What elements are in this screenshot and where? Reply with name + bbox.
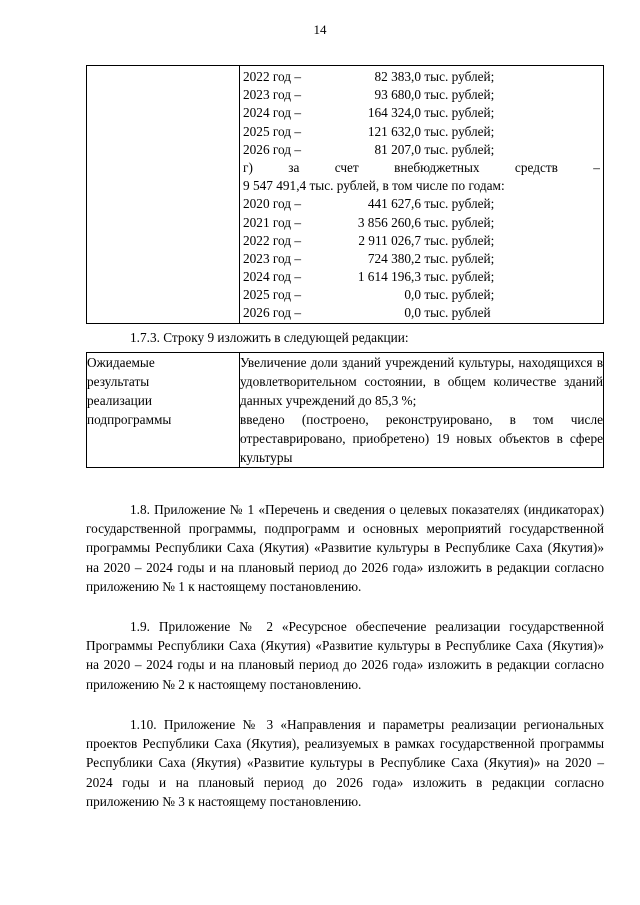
- funding-amount: 81 207,0: [374, 141, 421, 157]
- funding-line: [243, 86, 600, 104]
- funding-amount: 121 632,0: [367, 123, 421, 139]
- funding-unit: тыс. рублей;: [424, 287, 495, 303]
- extra-word: средств: [514, 159, 558, 175]
- funding-line: [243, 250, 600, 268]
- funding-year: 2026 год –: [243, 305, 302, 321]
- funding-line: [243, 268, 600, 286]
- funding-unit: тыс. рублей;: [424, 250, 495, 266]
- funding-unit: тыс. рублей: [424, 305, 491, 321]
- funding-amount: 2 911 026,7: [358, 232, 421, 248]
- funding-unit: тыс. рублей;: [424, 269, 495, 285]
- funding-amount: 0,0: [404, 287, 421, 303]
- results-label-line: реализации: [87, 393, 152, 408]
- funding-year: 2020 год –: [243, 196, 302, 212]
- results-label-line: результаты: [87, 374, 150, 389]
- funding-amount: 164 324,0: [367, 105, 421, 121]
- funding-year: 2022 год –: [243, 69, 302, 84]
- funding-amount: 0,0: [404, 305, 421, 321]
- extra-budget-heading: [243, 159, 600, 177]
- funding-line: [243, 214, 600, 232]
- funding-unit: тыс. рублей;: [424, 214, 495, 230]
- extra-word: счет: [334, 159, 359, 175]
- funding-line: [243, 304, 600, 322]
- funding-year: 2022 год –: [243, 232, 302, 248]
- results-text-1: Увеличение доли зданий учреждений культуры, находящихся в удовлетворительном состоянии, в общем количестве зданий данных учреждений до 85,3 %;: [240, 355, 603, 408]
- paragraph-1-10: 1.10. Приложение № 3 «Направления и параметры реализации региональных проектов Республики Саха (Якутия), реализуемых в рамках государственной программы Республики Саха (Якутия) «Развитие культуры в Республике Саха (Якутия)» на 2020 – 2024 годы и на плановый период до 2026 года» изложить в редакции согласно приложению № 3 к настоящему постановлению.: [86, 717, 604, 809]
- funding-line: [243, 141, 600, 159]
- funding-line: [243, 68, 600, 86]
- funding-unit: тыс. рублей;: [424, 232, 495, 248]
- results-label-cell: [87, 353, 240, 468]
- extra-word: внебюджетных: [394, 159, 480, 175]
- funding-line: [243, 104, 600, 122]
- extra-budget-total: 9 547 491,4 тыс. рублей, в том числе по годам:: [243, 178, 505, 194]
- funding-amount: 441 627,6: [367, 196, 421, 212]
- funding-unit: тыс. рублей;: [424, 105, 495, 121]
- extra-word: за: [288, 159, 300, 175]
- results-label-line: подпрограммы: [87, 412, 172, 427]
- funding-line: [243, 195, 600, 213]
- funding-unit: тыс. рублей;: [424, 87, 495, 103]
- funding-year: 2024 год –: [243, 105, 302, 121]
- results-text-cell: [240, 353, 604, 468]
- funding-table-right-cell: [240, 66, 604, 324]
- paragraph-1-9: 1.9. Приложение № 2 «Ресурсное обеспечение реализации государственной Программы Республики Саха (Якутия) «Развитие культуры в Республике Саха (Якутия)» на 2020 – 2024 годы и на плановый период до 2026 года» изложить в редакции согласно приложению № 2 к настоящему постановлению.: [86, 619, 604, 692]
- funding-amount: 1 614 196,3: [357, 269, 421, 285]
- funding-year: 2025 год –: [243, 123, 302, 139]
- funding-line: [243, 232, 600, 250]
- results-text-2: введено (построено, реконструировано, в том числе отреставрировано, приобретено) 19 новых объектов в сфере культуры: [240, 412, 603, 465]
- funding-amount: 82 383,0: [374, 69, 421, 84]
- funding-amount: 93 680,0: [374, 87, 421, 103]
- page-number: 14: [313, 22, 327, 37]
- funding-line: [243, 123, 600, 141]
- funding-amount: 724 380,2: [367, 250, 421, 266]
- funding-unit: тыс. рублей;: [424, 196, 495, 212]
- extra-word: г): [243, 159, 253, 175]
- funding-year: 2025 год –: [243, 287, 302, 303]
- funding-unit: тыс. рублей;: [424, 69, 495, 84]
- funding-table: [86, 65, 604, 324]
- funding-year: 2023 год –: [243, 87, 302, 103]
- funding-unit: тыс. рублей;: [424, 141, 495, 157]
- funding-year: 2026 год –: [243, 141, 302, 157]
- funding-unit: тыс. рублей;: [424, 123, 495, 139]
- section-1-7-3: 1.7.3. Строку 9 изложить в следующей редакции:: [130, 330, 409, 345]
- funding-table-left-cell: [87, 66, 240, 324]
- funding-year: 2024 год –: [243, 269, 302, 285]
- funding-year: 2023 год –: [243, 250, 302, 266]
- funding-line: [243, 286, 600, 304]
- results-table: [86, 352, 604, 468]
- funding-year: 2021 год –: [243, 214, 302, 230]
- results-label-line: Ожидаемые: [87, 355, 155, 370]
- extra-word: –: [593, 159, 600, 175]
- funding-amount: 3 856 260,6: [357, 214, 421, 230]
- paragraph-1-8: 1.8. Приложение № 1 «Перечень и сведения о целевых показателях (индикаторах) государственной программы, подпрограмм и основных мероприятий государственной программы Республики Саха (Якутия) «Развитие культуры в Республике Саха (Якутия)» на 2020 – 2024 годы и на плановый период до 2026 года» изложить в редакции согласно приложению № 1 к настоящему постановлению.: [86, 502, 604, 594]
